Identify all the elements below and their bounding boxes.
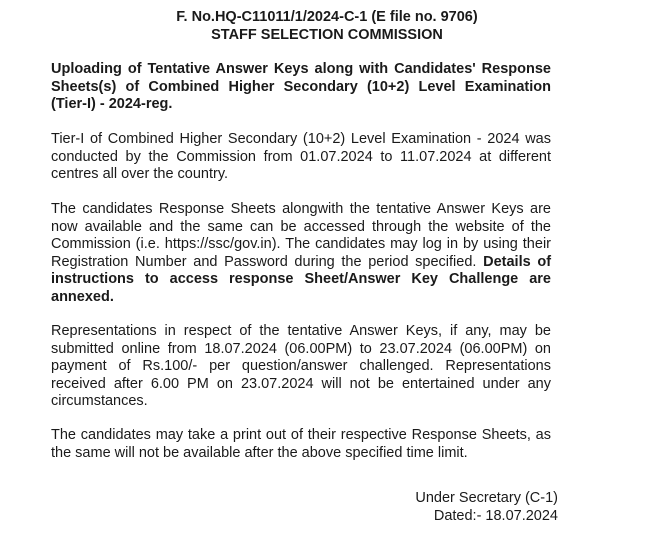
paragraph-representations: Representations in respect of the tentative Answer Keys, if any, may be submitted online from 18.07.2024 (06.00PM) to 23.07.2024 (06.00PM) on payment of Rs.100/- per question/answer challenged. Representations received after 6.00 PM on 23.07.2024 will not be entertained under any circumstances.: [51, 323, 551, 409]
organization-name: STAFF SELECTION COMMISSION: [211, 27, 443, 43]
signatory-designation: Under Secretary (C-1): [415, 490, 558, 506]
subject-line: Uploading of Tentative Answer Keys along with Candidates' Response Sheets(s) of Combined Higher Secondary (10+2) Level Examination (Tier-I) - 2024-reg.: [51, 61, 551, 112]
file-number: F. No.HQ-C11011/1/2024-C-1 (E file no. 9706): [176, 9, 478, 25]
paragraph-exam-conducted: Tier-I of Combined Higher Secondary (10+2) Level Examination - 2024 was conducted by the Commission from 01.07.2024 to 11.07.2024 at different centres all over the country.: [51, 131, 551, 182]
paragraph-response-sheets: [51, 201, 551, 306]
instructions-annexed-note: Details of instructions to access response Sheet/Answer Key Challenge are annexed.: [51, 253, 552, 305]
notice-header: [0, 8, 650, 44]
signature-block: [415, 489, 558, 525]
signature-date: Dated:- 18.07.2024: [433, 508, 558, 524]
paragraph-response-sheets-text: The candidates Response Sheets alongwith the tentative Answer Keys are now available and the same can be accessed through the website of the Commission (i.e. https://ssc/gov.in). The candidates may log in by using their Registration Number and Password during the period specified.: [51, 201, 551, 270]
paragraph-print-out: The candidates may take a print out of their respective Response Sheets, as the same will not be available after the above specified time limit.: [51, 427, 551, 461]
